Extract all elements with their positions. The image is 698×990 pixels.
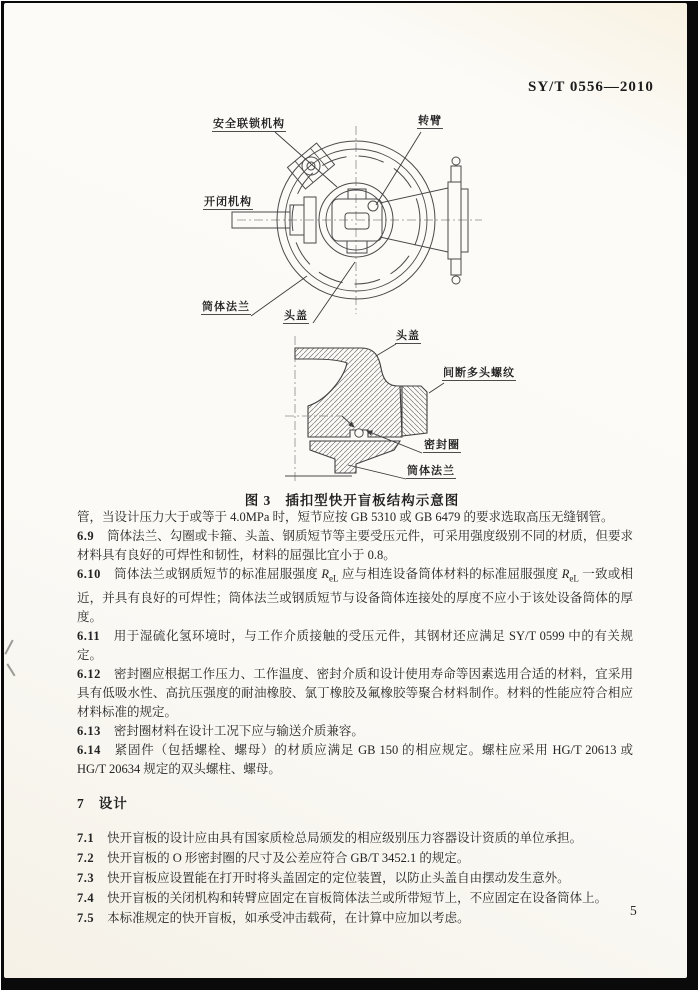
clause-number: 7.3 [77, 870, 95, 885]
symbol-ReL: R [561, 567, 570, 581]
clause-6-11: 6.11 用于湿硫化氢环境时，与工作介质接触的受压元件，其钢材还应满足 SY/T 0599 中的有关规定。 [77, 628, 633, 662]
page-number: 5 [630, 903, 637, 918]
section-7-heading: 7 设计 [77, 795, 128, 811]
clause-number: 6.11 [77, 628, 101, 643]
paragraph-continuation: 管，当设计压力大于或等于 4.0MPa 时，短节应按 GB 5310 或 GB 6479 的要求选取高压无缝钢管。 [77, 510, 614, 524]
figure-caption-number: 图 3 [244, 493, 272, 508]
clause-7-3: 7.3 快开盲板应设置能在打开时将头盖固定的定位装置，以防止头盖自由摆动发生意外。 [77, 870, 570, 885]
clause-number: 6.12 [77, 666, 101, 681]
clause-6-14: 6.14 紧固件（包括螺栓、螺母）的材质应满足 GB 150 的相应规定。螺柱应采用 HG/T 20613 或 HG/T 20634 规定的双头螺柱、螺母。 [77, 742, 633, 776]
label-cylinder-flange-section: 筒体法兰 [407, 465, 455, 477]
clause-7-1: 7.1 快开盲板的设计应由具有国家质检总局颁发的相应级别压力容器设计资质的单位承担。 [77, 830, 583, 845]
clause-7-2: 7.2 快开盲板的 O 形密封圈的尺寸及公差应符合 GB/T 3452.1 的规定。 [77, 850, 470, 865]
scan-artifact [6, 664, 15, 677]
clause-6-13: 6.13 密封圈材料在设计工况下应与输送介质兼容。 [77, 723, 364, 738]
clause-number: 6.9 [77, 529, 95, 543]
figure-caption-title: 插扣型快开盲板结构示意图 [285, 493, 460, 508]
symbol-ReL: R [321, 567, 329, 581]
label-rotating-arm: 转臂 [418, 115, 442, 127]
label-head-cover-front: 头盖 [284, 310, 308, 322]
clause-number: 7.5 [77, 910, 95, 925]
section-view-diagram [279, 328, 559, 488]
body-text [77, 508, 633, 928]
clause-7-4: 7.4 快开盲板的关闭机构和转臂应固定在盲板筒体法兰或所带短节上，不应固定在设备筒体上。 [77, 890, 608, 905]
clause-6-10: 6.10 筒体法兰或钢质短节的标准屈服强度 $R_{eL}$ 应与相连设备筒体材料的标准屈服强度 $R_{eL}$ 一致或相近，并具有良好的可焊性；筒体法兰或钢质短节与设备筒体连接处的厚度不应小于该处设备筒体的厚度。 [77, 567, 633, 624]
label-cylinder-flange-front: 筒体法兰 [202, 301, 250, 313]
clause-6-12: 6.12 密封圈应根据工作压力、工作温度、密封介质和设计使用寿命等因素选用合适的材料，宜采用具有低吸水性、高抗压强度的耐油橡胶、氯丁橡胶及氟橡胶等聚合材料制作。材料的性能应符合相应材料标准的规定。 [77, 666, 633, 719]
front-view-diagram [169, 108, 509, 328]
clause-number: 7.2 [77, 850, 95, 865]
clause-number: 7.4 [77, 890, 95, 905]
label-head-cover-section: 头盖 [396, 330, 420, 342]
label-open-close-mechanism: 开闭机构 [204, 196, 252, 208]
clause-number: 7.1 [77, 830, 95, 845]
label-interrupted-thread: 间断多头螺纹 [443, 367, 515, 379]
scan-artifact [4, 640, 13, 655]
clause-number: 6.14 [77, 742, 101, 757]
clause-7-5: 7.5 本标准规定的快开盲板，如承受冲击载荷，在计算中应加以考虑。 [77, 910, 470, 925]
document-page [4, 3, 687, 978]
clause-number: 6.10 [77, 567, 101, 581]
clause-number: 6.13 [77, 723, 101, 738]
label-seal-ring: 密封圈 [424, 439, 460, 451]
standard-number-header: SY/T 0556—2010 [528, 79, 654, 95]
figure-caption [172, 489, 532, 509]
section-7-clauses [77, 828, 633, 928]
clause-6-9: 6.9 筒体法兰、勾圈或卡箍、头盖、钢质短节等主要受压元件，可采用强度级别不同的材质，但要求材料具有良好的可焊性和韧性，材料的屈强比宜小于 0.8。 [77, 529, 633, 562]
label-safety-interlock: 安全联锁机构 [213, 118, 285, 130]
